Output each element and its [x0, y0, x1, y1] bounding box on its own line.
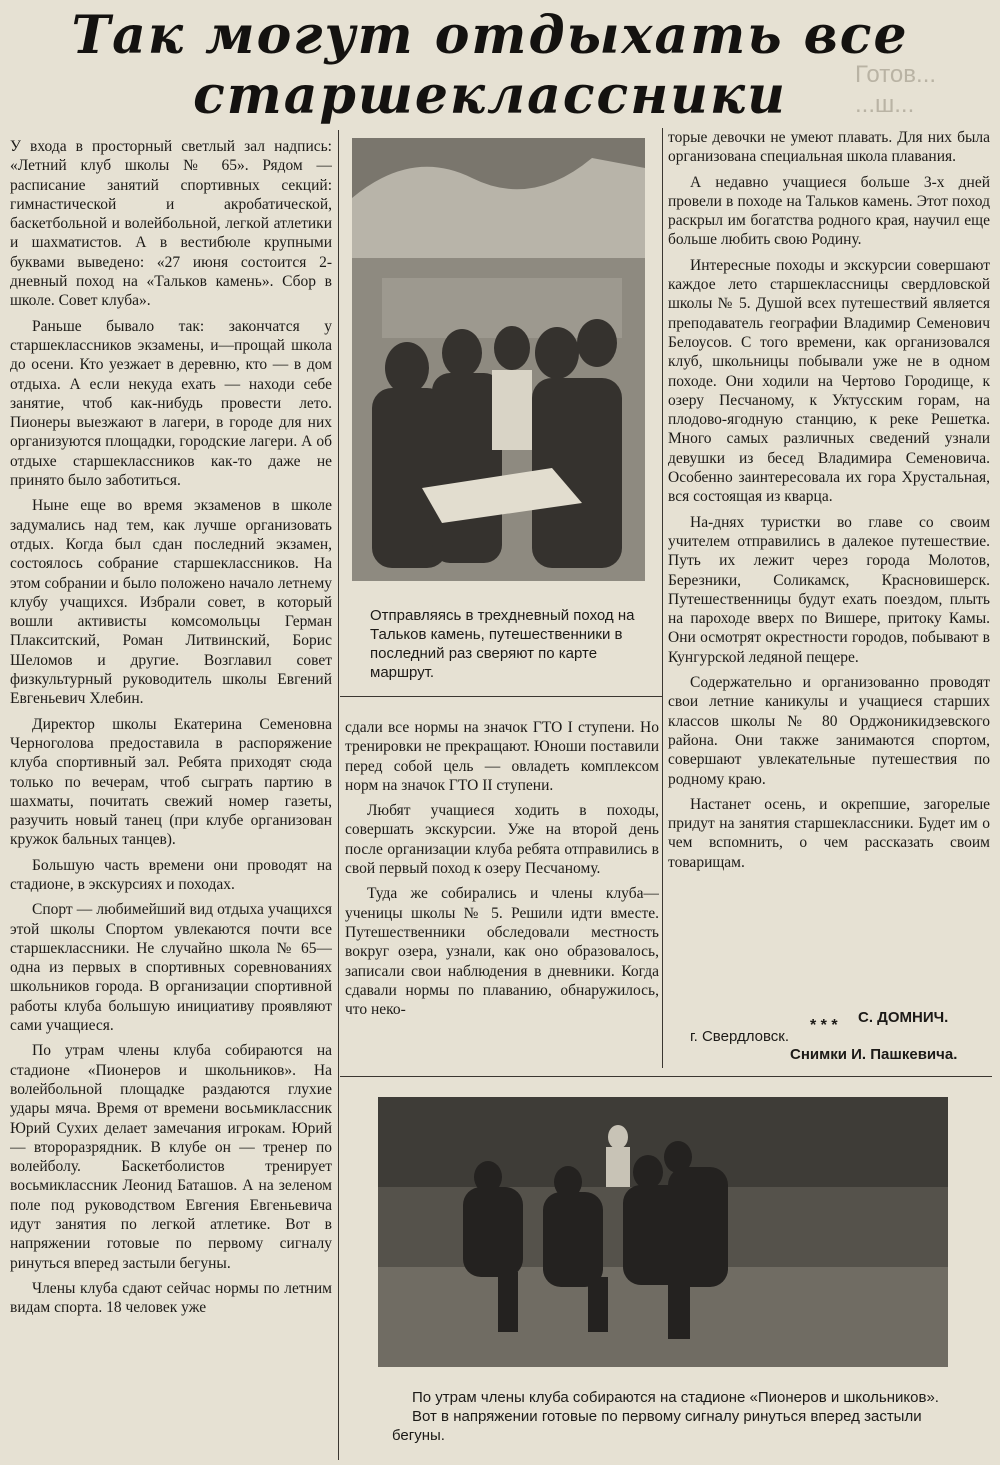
caption-line-2: Вот в напряжении готовые по первому сигналу ринуться вперед застыли бегуны. — [392, 1408, 922, 1444]
article-column-1 — [10, 137, 332, 1460]
column-divider — [338, 130, 339, 1460]
author-city: г. Свердловск. — [690, 1028, 789, 1045]
paragraph: У входа в просторный светлый зал надпись: «Летний клуб школы № 65». Рядом — расписание занятий спортивных секций: гимнастической и акробатической, баскетбольной и волейбольной, легкой атлетики и шахматистов. А в вестибюле крупными буквами выведено: «27 июня состоится 2-дневный поход на «Тальков камень». Сбор в школе. Совет клуба». — [10, 138, 332, 310]
caption-line-1: По утрам члены клуба собираются на стадионе «Пионеров и школьников». — [412, 1389, 939, 1406]
photo-runners-illustration — [378, 1097, 948, 1367]
paragraph: Раньше бывало так: закончатся у старшеклассников экзамены, и—прощай школа до осени. Кто уезжает в деревню, кто — в дом отдыха. А если некуда ехать — находи себе занятие, чтоб как-нибудь провести лето. Пионеры выезжают в лагери, в городе для них организуются площадки, городские лагери. А об отдыхе старшеклассников как-то даже не принято было заботиться. — [10, 317, 332, 490]
paragraph: торые девочки не умеют плавать. Для них была организована специальная школа плавания. — [668, 129, 990, 166]
paragraph: Интересные походы и экскурсии совершают каждое лето старшеклассницы свердловской школы № 5. Душой всех путешествий является преподаватель географии Владимир Семенович Белоусов. С того времени, как организовался клуб, школьницы побывали уже не в одном походе. Они ходили на Чертово Городище, к озеру Песчаному, к Уктусским горам, на плодово-ягодную станцию, к реке Решетка. Много самых различных сведений узнали девушки из бесед Владимира Семеновича. Особенно заинтересовала их гора Хрустальная, вся состоящая из кварца. — [668, 256, 990, 506]
photo-caption-top: Отправляясь в трехдневный поход на Тальков камень, путешественники в последний раз сверяют по карте маршрут. — [370, 607, 635, 681]
section-rule — [340, 696, 662, 697]
paragraph: Туда же собирались и члены клуба—ученицы школы № 5. Решили идти вместе. Путешественники обследовали местность вокруг озера, узнали, как оно образовалось, записали свои наблюдения в дневники. Когда сдавали нормы по плаванию, обнаружилось, что неко- — [345, 885, 659, 1019]
column-divider — [662, 128, 663, 1068]
section-stars: * * * — [810, 1017, 838, 1034]
photo-hikers-illustration — [352, 138, 645, 581]
article-column-3 — [668, 128, 990, 1058]
paragraph: Спорт — любимейший вид отдыха учащихся этой школы Спортом увлекаются почти все старшеклассники. Не случайно школа № 65—одна из первых в спортивных соревнованиях школьников города. В организации спортивной работы клуба большую инициативу проявляют сами учащиеся. — [10, 901, 332, 1035]
photo-hikers-map — [352, 138, 645, 581]
paragraph: Члены клуба сдают сейчас нормы по летним видам спорта. 18 человек уже — [10, 1279, 332, 1317]
author-signature: С. ДОМНИЧ. — [858, 1009, 949, 1026]
headline: Так могут отдыхать все старшеклассники — [71, 5, 909, 126]
paragraph: Ныне еще во время экзаменов в школе задумались над тем, как лучше организовать отдых. Когда был сдан последний экзамен, состоялось собрание старшеклассников. На этом собрании и было положено начало летнему клубу учащихся. Избрали совет, в который вошли активисты комсомольцы Герман Плакситский, Роман Литвинский, Борис Шеломов и другие. Возглавил совет физкультурный руководитель школы Евгений Евгеньевич Хлебин. — [10, 497, 332, 708]
paragraph: Большую часть времени они проводят на стадионе, в экскурсиях и походах. — [10, 856, 332, 893]
photo-caption-bottom — [392, 1388, 952, 1445]
bleed-through-text: Готов... ...ш... — [855, 61, 937, 118]
paragraph: На-днях туристки во главе со своим учителем отправились в далекое путешествие. Путь их лежит через города Молотов, Березники, Соликамск, Красновишерск. Путешественницы будут ехать поездом, плыть на пароходе вверх по Вишере, притоку Камы. Они осмотрят окрестности городов, побывают в Кунгурской ледяной пещере. — [668, 513, 990, 666]
paragraph: По утрам члены клуба собираются на стадионе «Пионеров и школьников». На волейбольной площадке раздаются глухие удары мяча. Время от времени восьмиклассник Юрий Сухих делает замечания игрокам. Юрий — второразрядник. В клубе он — тренер по волейболу. Баскетболистов тренирует восьмиклассник Леонид Баташов. А на зеленом поле под руководством Евгения Евгеньевича идут занятия по легкой атлетике. Вот в напряжении готовые по первому сигналу ринуться вперед застыли бегуны. — [10, 1042, 332, 1272]
paragraph: Настанет осень, и окрепшие, загорелые придут на занятия старшеклассники. Будет им о чем вспомнить, о чем рассказать своим товарищам. — [668, 795, 990, 871]
section-rule — [340, 1076, 992, 1077]
paragraph: А недавно учащиеся больше 3-х дней провели в походе на Тальков камень. Этот поход раскрыл им богатства родного края, научил еще больше любить свою Родину. — [668, 173, 990, 249]
photo-runners — [378, 1097, 948, 1367]
photo-credit: Снимки И. Пашкевича. — [790, 1046, 958, 1063]
paragraph: сдали все нормы на значок ГТО I ступени. Но тренировки не прекращают. Юноши поставили перед собой цель — овладеть комплексом норм на значок ГТО II ступени. — [345, 719, 659, 794]
paragraph: Содержательно и организованно проводят свои летние каникулы и учащиеся старших классов школы № 80 Орджоникидзевского района. Они также занимаются спортом, совершают увлекательные путешествия по родному краю. — [668, 674, 990, 788]
article-column-2 — [345, 718, 659, 1068]
paragraph: Любят учащиеся ходить в походы, совершать экскурсии. Уже на второй день после организации клуба ребята отправились в свой первый поход к озеру Песчаному. — [345, 802, 659, 878]
paragraph: Директор школы Екатерина Семеновна Черноголова предоставила в распоряжение клуба спортивный зал. Ребята приходят сюда только по вечерам, чтоб сыграть партию в шахматы, почитать свежий номер газеты, разучить новый танец (при клубе организован кружок бальных танцев). — [10, 715, 332, 849]
